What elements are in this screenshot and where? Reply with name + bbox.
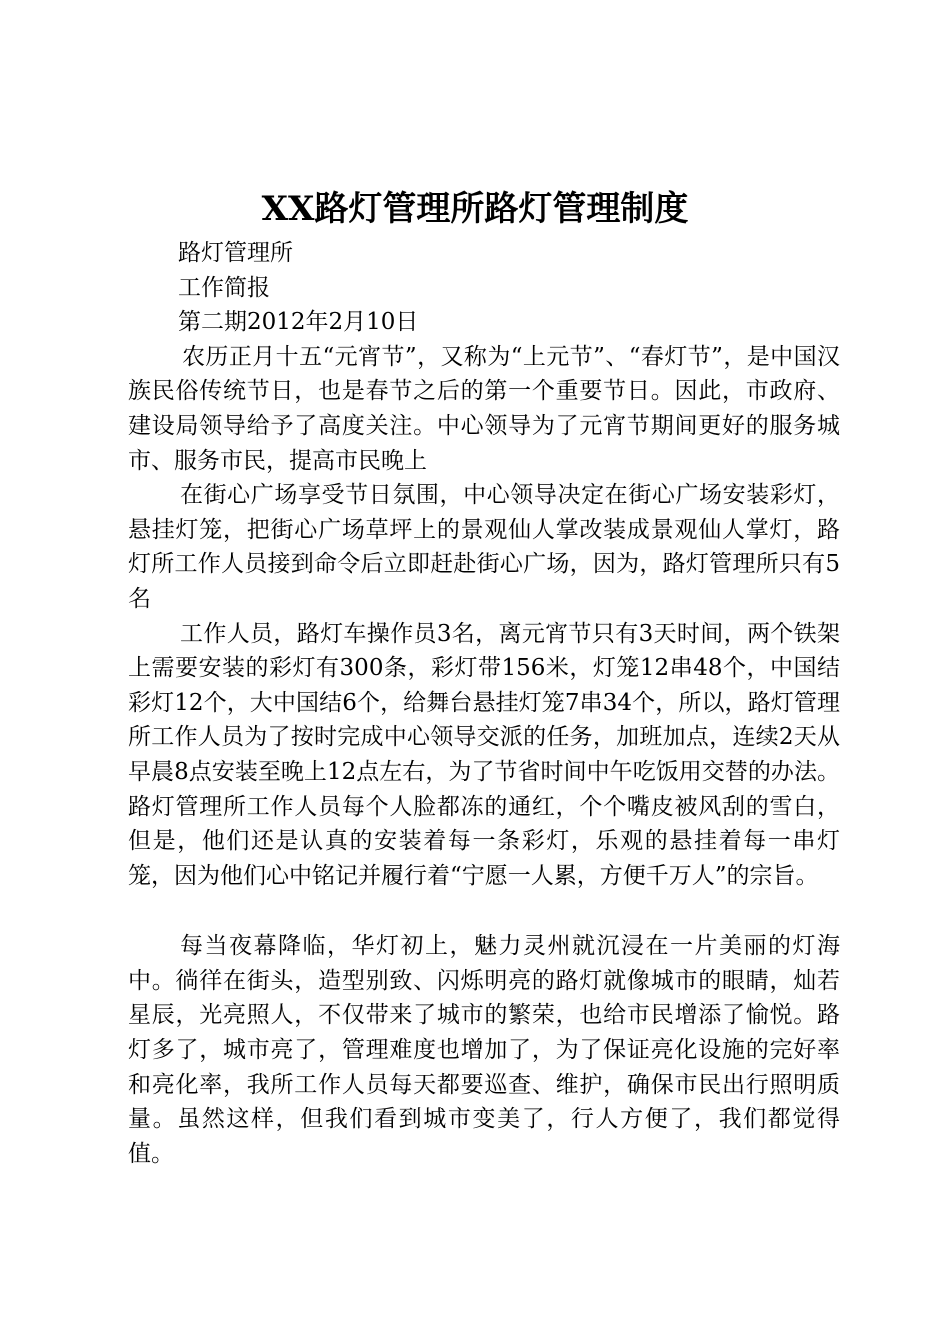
paragraph-4: 每当夜幕降临，华灯初上，魅力灵州就沉浸在一片美丽的灯海中。徜徉在街头，造型别致、闪烁明亮的路灯就像城市的眼睛，灿若星辰，光亮照人，不仅带来了城市的繁荣，也给市民增添了愉悦。路灯多了，城市亮了，管理难度也增加了，为了保证亮化设施的完好率和亮化率，我所工作人员每天都要巡查、维护，确保市民出行照明质量。虽然这样，但我们看到城市变美了，行人方便了，我们都觉得值。 — [128, 933, 840, 1167]
meta-line-type: 工作简报 — [178, 274, 270, 301]
meta-line-issue-date: 第二期2012年2月10日 — [178, 309, 419, 336]
document-title: XX路灯管理所路灯管理制度 — [261, 189, 689, 229]
document-body — [128, 236, 840, 1171]
paragraph-gap — [128, 893, 840, 929]
meta-line-org: 路灯管理所 — [178, 240, 293, 266]
paragraph-2: 在街心广场享受节日氛围，中心领导决定在街心广场安装彩灯，悬挂灯笼，把街心广场草坪上的景观仙人掌改装成景观仙人掌灯，路灯所工作人员接到命令后立即赶赴街心广场，因为，路灯管理所只有5名 — [128, 482, 840, 612]
paragraph-3: 工作人员，路灯车操作员3名，离元宵节只有3天时间，两个铁架上需要安装的彩灯有300条，彩灯带156米，灯笼12串48个，中国结彩灯12个，大中国结6个，给舞台悬挂灯笼7串34个，所以，路灯管理所工作人员为了按时完成中心领导交派的任务，加班加点，连续2天从早晨8点安装至晚上12点左右，为了节省时间中午吃饭用交替的办法。路灯管理所工作人员每个人脸都冻的通红，个个嘴皮被风刮的雪白，但是，他们还是认真的安装着每一条彩灯，乐观的悬挂着每一串灯笼，因为他们心中铭记并履行着“宁愿一人累，方便千万人”的宗旨。 — [128, 620, 840, 889]
paragraph-1: 农历正月十五“元宵节”，又称为“上元节”、“春灯节”，是中国汉族民俗传统节日，也是春节之后的第一个重要节日。因此，市政府、建设局领导给予了高度关注。中心领导为了元宵节期间更好的服务城市、服务市民，提高市民晚上 — [128, 343, 840, 474]
